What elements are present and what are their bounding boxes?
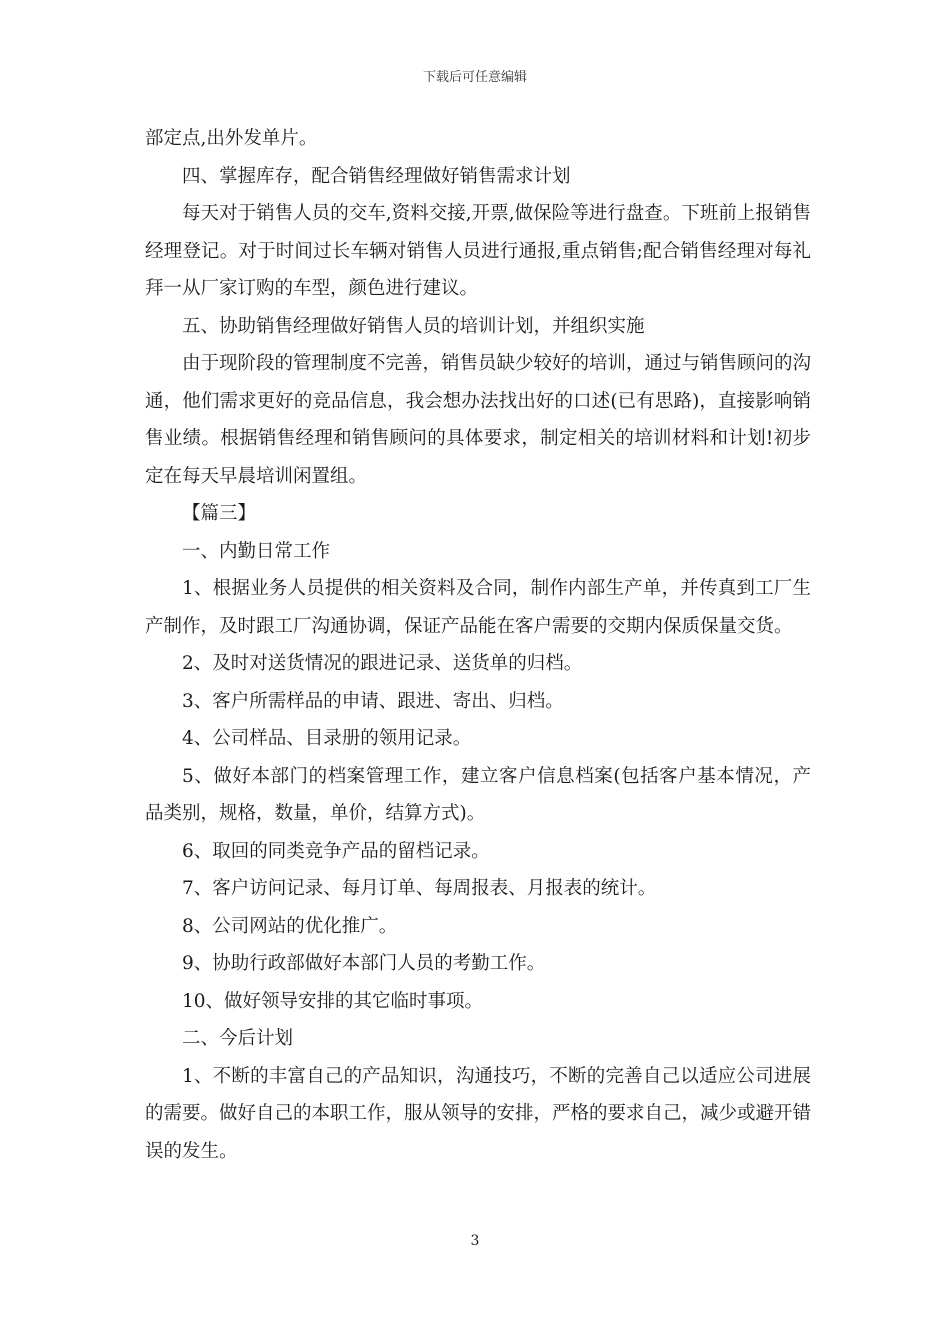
list-item: 3、客户所需样品的申请、跟进、寄出、归档。	[182, 690, 564, 712]
list-item: 9、协助行政部做好本部门人员的考勤工作。	[182, 953, 546, 974]
paragraph: 由于现阶段的管理制度不完善，销售员缺少较好的培训，通过与销售顾问的沟通，他们需求更好的竞品信息，我会想办法找出好的口述(已有思路)，直接影响销售业绩。根据销售经理和销售顾问的具体要求，制定相关的培训材料和计划!初步定在每天早晨培训闲置组。	[145, 353, 812, 487]
list-item: 1、不断的丰富自己的产品知识，沟通技巧，不断的完善自己以适应公司进展的需要。做好自己的本职工作，服从领导的安排，严格的要求自己，减少或避开错误的发生。	[145, 1065, 812, 1162]
list-item: 4、公司样品、目录册的领用记录。	[182, 728, 472, 749]
section-heading: 四、掌握库存，配合销售经理做好销售需求计划	[182, 165, 571, 187]
list-item: 7、客户访问记录、每月订单、每周报表、月报表的统计。	[182, 878, 657, 899]
list-item: 6、取回的同类竞争产品的留档记录。	[182, 840, 490, 862]
paragraph: 部定点,出外发单片。	[145, 128, 318, 149]
document-body	[145, 120, 811, 1170]
section-heading: 二、今后计划	[182, 1028, 294, 1049]
list-item: 8、公司网站的优化推广。	[182, 915, 398, 937]
paragraph: 每天对于销售人员的交车,资料交接,开票,做保险等进行盘查。下班前上报销售经理登记。对于时间过长车辆对销售人员进行通报,重点销售;配合销售经理对每礼拜一从厂家订购的车型，颜色进行建议。	[145, 203, 811, 299]
list-item: 1、根据业务人员提供的相关资料及合同，制作内部生产单，并传真到工厂生产制作，及时跟工厂沟通协调，保证产品能在客户需要的交期内保质保量交货。	[145, 578, 811, 637]
section-heading: 一、内勤日常工作	[182, 540, 331, 562]
page-header: 下载后可任意编辑	[422, 70, 527, 85]
list-item: 5、做好本部门的档案管理工作，建立客户信息档案(包括客户基本情况，产品类别，规格，数量，单价，结算方式)。	[145, 765, 811, 824]
list-item: 10、做好领导安排的其它临时事项。	[182, 990, 484, 1012]
section-heading: 五、协助销售经理做好销售人员的培训计划，并组织实施	[182, 315, 645, 337]
page-number: 3	[470, 1233, 480, 1249]
part-heading: 【篇三】	[182, 503, 257, 524]
list-item: 2、及时对送货情况的跟进记录、送货单的归档。	[182, 653, 583, 674]
